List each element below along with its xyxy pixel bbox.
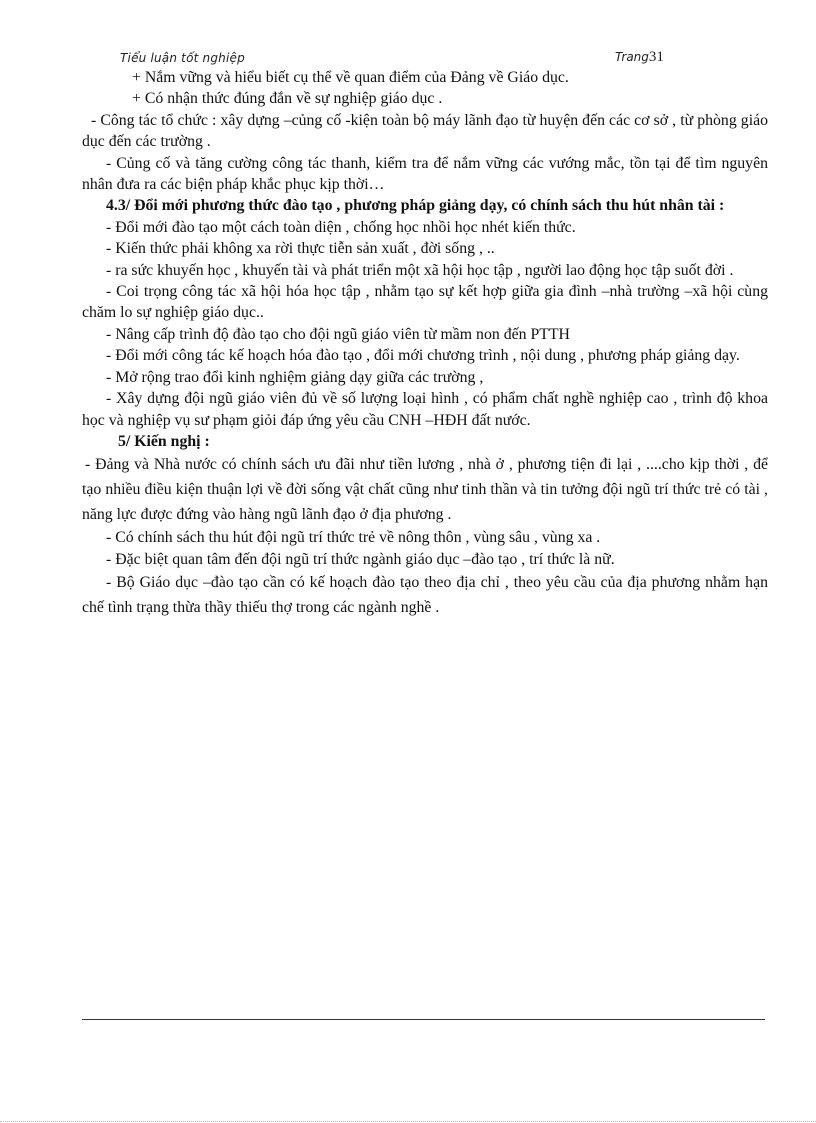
paragraph: + Có nhận thức đúng đắn về sự nghiệp giáo dục .	[132, 90, 443, 108]
paragraph: - Kiến thức phải không xa rời thực tiễn sản xuất , đời sống , ..	[106, 240, 495, 258]
document-body	[82, 67, 768, 620]
running-header-page	[615, 49, 664, 66]
paragraph: - Bộ Giáo dục –đào tạo cần có kế hoạch đào tạo theo địa chỉ , theo yêu cầu của địa phương nhằm hạn chế tình trạng thừa thầy thiếu thợ trong các ngành nghề .	[82, 574, 768, 617]
paragraph: - ra sức khuyến học , khuyến tài và phát triển một xã hội học tập , người lao động học tập suốt đời .	[106, 261, 734, 279]
page-label: Trang	[615, 50, 649, 64]
paragraph: - Nâng cấp trình độ đào tạo cho đội ngũ giáo viên từ mầm non đến PTTH	[106, 325, 570, 343]
footer-rule	[82, 1019, 765, 1020]
paragraph: - Đổi mới công tác kế hoạch hóa đào tạo , đổi mới chương trình , nội dung , phương pháp giảng dạy.	[106, 347, 740, 365]
section-heading: 4.3/ Đổi mới phương thức đào tạo , phương pháp giảng dạy, có chính sách thu hút nhân tài :	[106, 197, 725, 215]
page-bottom-border	[0, 1121, 816, 1122]
page-number: 31	[648, 49, 664, 65]
section-heading: 5/ Kiến nghị :	[118, 432, 210, 450]
paragraph: + Nắm vững và hiểu biết cụ thể về quan điểm của Đảng về Giáo dục.	[132, 69, 569, 86]
paragraph: - Đặc biệt quan tâm đến đội ngũ trí thức ngành giáo dục –đào tạo , trí thức là nữ.	[106, 550, 615, 568]
paragraph: - Mở rộng trao đổi kinh nghiệm giảng dạy giữa các trường ,	[106, 368, 484, 386]
paragraph: - Đảng và Nhà nước có chính sách ưu đãi như tiền lương , nhà ở , phương tiện đi lại , ....cho kịp thời , để tạo nhiều điều kiện thuận lợi về đời sống vật chất cũng như tinh thần và tin tưởng đội ngũ trí thức trẻ có tài , năng lực được đứng vào hàng ngũ lãnh đạo ở địa phương .	[82, 456, 768, 524]
running-header-title: Tiểu luận tốt nghiệp	[120, 51, 245, 65]
paragraph: - Đổi mới đào tạo một cách toàn diện , chống học nhồi học nhét kiến thức.	[106, 218, 576, 236]
paragraph: - Xây dựng đội ngũ giáo viên đủ về số lượng loại hình , có phẩm chất nghề nghiệp cao , trình độ khoa học và nghiệp vụ sư phạm giỏi đáp ứng yêu cầu CNH –HĐH đất nước.	[82, 390, 768, 429]
paragraph: - Củng cố và tăng cường công tác thanh, kiểm tra để nắm vững các vướng mắc, tồn tại để tìm nguyên nhân đưa ra các biện pháp khắc phục kịp thời…	[82, 154, 768, 194]
paragraph: - Coi trọng công tác xã hội hóa học tập , nhằm tạo sự kết hợp giữa gia đình –nhà trường –xã hội cùng chăm lo sự nghiệp giáo dục..	[82, 283, 768, 322]
paragraph: - Có chính sách thu hút đội ngũ trí thức trẻ về nông thôn , vùng sâu , vùng xa .	[106, 529, 601, 547]
paragraph: - Công tác tổ chức : xây dựng –củng cố -kiện toàn bộ máy lãnh đạo từ huyện đến các cơ sở , từ phòng giáo dục đến các trường .	[82, 111, 768, 151]
